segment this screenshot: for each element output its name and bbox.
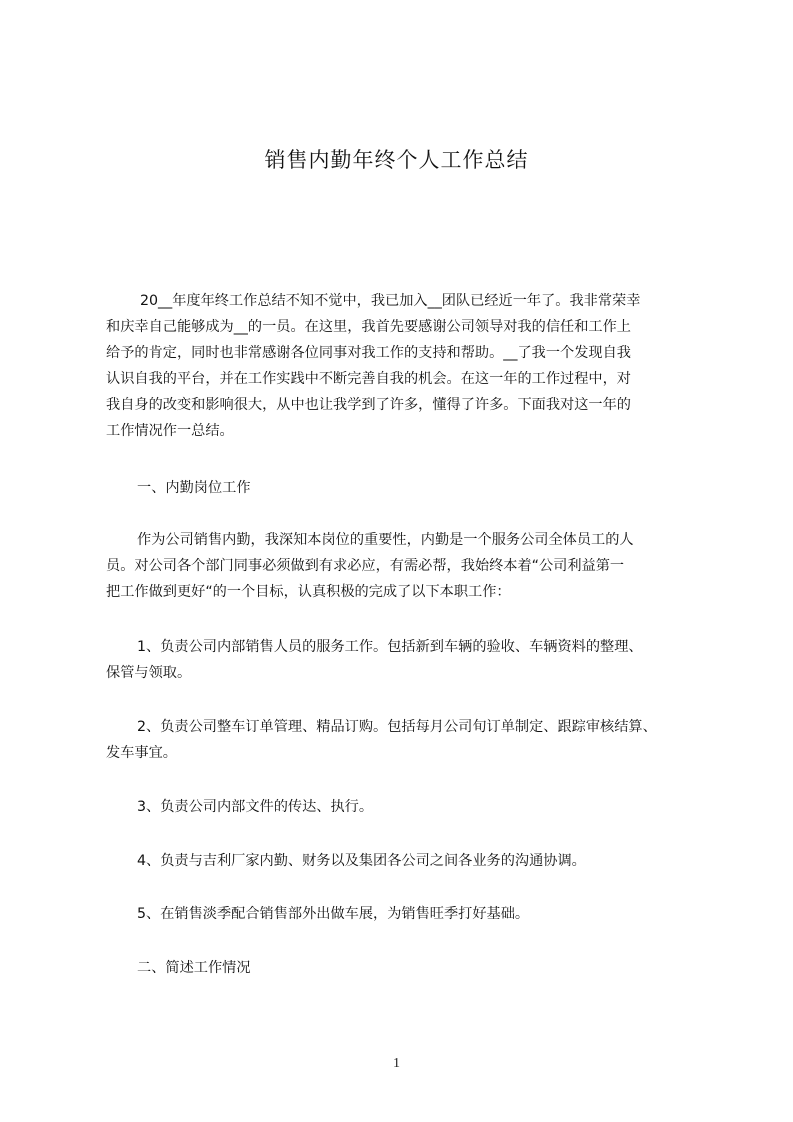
section1-para-line: 作为公司销售内勤，我深知本岗位的重要性，内勤是一个服务公司全体员工的人 [137,532,634,548]
intro-line: 给予的肯定，同时也非常感谢各位同事对我工作的支持和帮助。__了我一个发现自我 [106,345,631,361]
page-number: 1 [393,1056,400,1071]
intro-line: 认识自我的平台，并在工作实践中不断完善自我的机会。在这一年的工作过程中，对 [106,371,631,387]
list-item-1-line: 1、负责公司内部销售人员的服务工作。包括新到车辆的验收、车辆资料的整理、 [137,639,643,655]
list-item-2-line: 发车事宜。 [106,745,177,761]
section-heading-2: 二、简述工作情况 [137,960,251,976]
list-item-5: 5、在销售淡季配合销售部外出做车展，为销售旺季打好基础。 [137,906,530,922]
document-title: 销售内勤年终个人工作总结 [264,148,529,172]
intro-line: 和庆幸自己能够成为__的一员。在这里，我首先要感谢公司领导对我的信任和工作上 [106,319,631,335]
intro-line: 20__年度年终工作总结不知不觉中，我已加入__团队已经近一年了。我非常荣幸 [140,293,641,309]
list-item-1-line: 保管与领取。 [106,665,192,681]
list-item-2-line: 2、负责公司整车订单管理、精品订购。包括每月公司旬订单制定、跟踪审核结算、 [137,719,657,735]
intro-line: 我自身的改变和影响很大，从中也让我学到了许多，懂得了许多。下面我对这一年的 [106,397,631,413]
list-item-3: 3、负责公司内部文件的传达、执行。 [137,799,374,815]
section1-para-line: 员。对公司各个部门同事必须做到有求必应，有需必帮，我始终本着“公司利益第一 [106,558,625,574]
list-item-4: 4、负责与吉利厂家内勤、财务以及集团各公司之间各业务的沟通协调。 [137,853,586,869]
section-heading-1: 一、内勤岗位工作 [137,480,251,496]
section1-para-line: 把工作做到更好“的一个目标，认真积极的完成了以下本职工作： [106,584,511,600]
intro-line: 工作情况作一总结。 [106,423,234,439]
